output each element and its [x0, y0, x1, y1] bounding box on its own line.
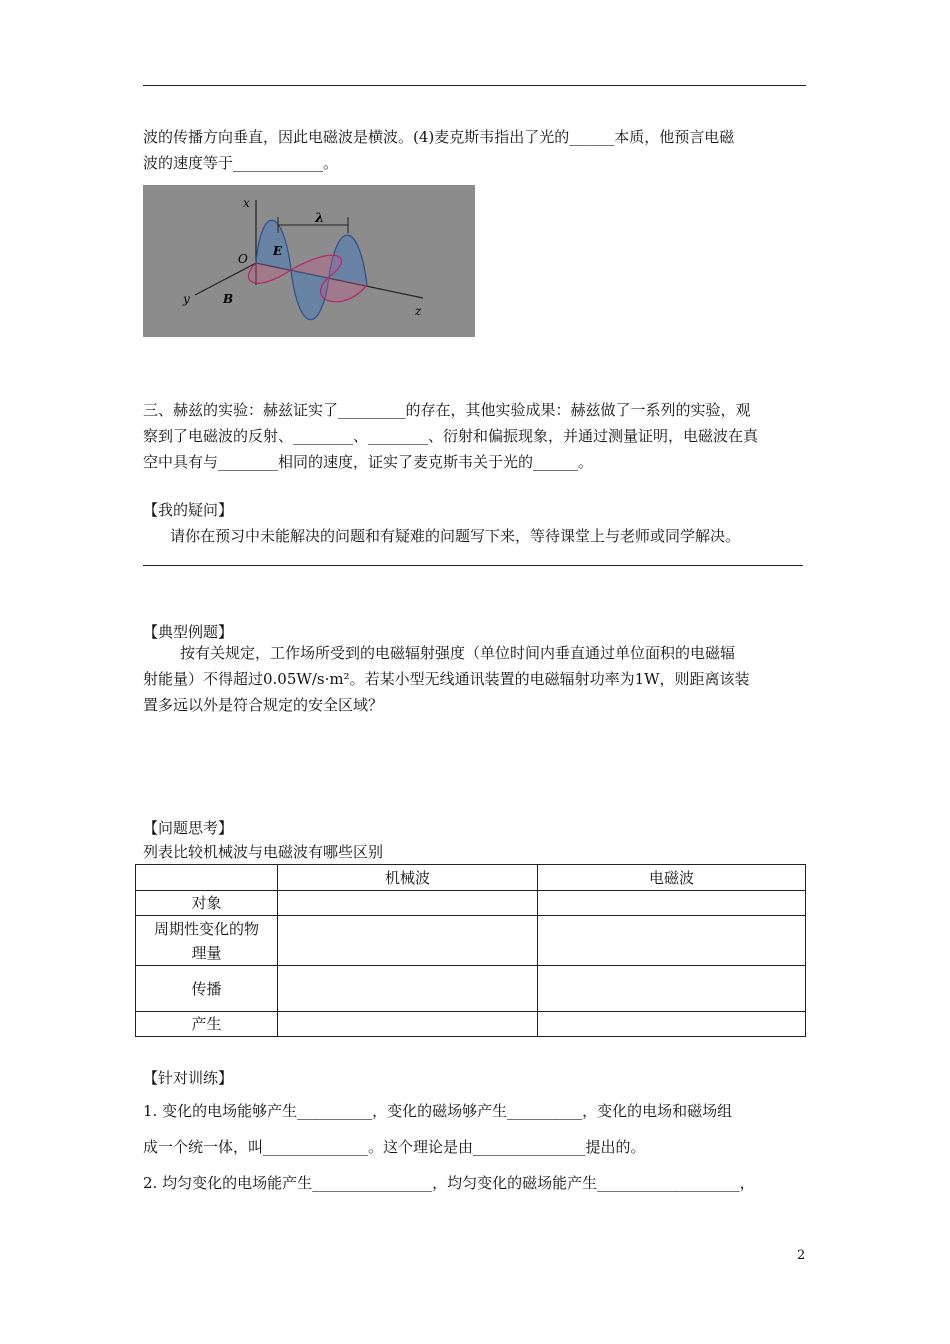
origin-label: O	[238, 252, 248, 266]
table-cell[interactable]	[278, 1012, 538, 1037]
training-heading: 【针对训练】	[143, 1069, 234, 1087]
table-cell[interactable]	[538, 916, 806, 966]
section-line-2: 波的速度等于____________。	[143, 154, 339, 172]
question-heading: 【我的疑问】	[143, 501, 234, 519]
b-label: B	[223, 292, 234, 306]
row-label-generation: 产生	[136, 1012, 278, 1037]
table-cell[interactable]	[538, 1012, 806, 1037]
page-number: 2	[797, 1248, 806, 1263]
question-text: 请你在预习中未能解决的问题和有疑难的问题写下来，等待课堂上与老师或同学解决。	[170, 527, 741, 545]
table-cell[interactable]	[278, 916, 538, 966]
training-item-1a: 1. 变化的电场能够产生__________，变化的磁场够产生__________，变化的电场和磁场组	[143, 1102, 733, 1120]
question-answer-line	[143, 565, 803, 566]
y-axis-label: y	[183, 292, 190, 306]
table-cell[interactable]	[278, 966, 538, 1012]
lambda-label: λ	[315, 211, 325, 226]
hertz-line-2: 察到了电磁波的反射、________、________、衍射和偏振现象，并通过测量证明，电磁波在真	[143, 427, 759, 445]
col-header-em: 电磁波	[538, 865, 806, 891]
table-corner	[136, 865, 278, 891]
training-item-2: 2. 均匀变化的电场能产生________________，均匀变化的磁场能产生___________________，	[143, 1174, 755, 1192]
table-cell[interactable]	[538, 966, 806, 1012]
comparison-table	[135, 864, 806, 1037]
example-heading: 【典型例题】	[143, 623, 234, 641]
e-label: E	[273, 244, 283, 258]
em-wave-diagram	[143, 185, 475, 337]
table-cell[interactable]	[538, 891, 806, 916]
training-item-1b: 成一个统一体，叫______________。这个理论是由_______________提出的。	[143, 1138, 646, 1156]
y-axis	[195, 263, 256, 295]
hertz-line-3: 空中具有与________相同的速度，证实了麦克斯韦关于光的______。	[143, 453, 594, 471]
hertz-line-1: 三、赫兹的实验：赫兹证实了_________的存在，其他实验成果：赫兹做了一系列的实验，观	[143, 401, 751, 419]
example-line-2: 射能量）不得超过0.05W/s·m²。若某小型无线通讯装置的电磁辐射功率为1W，则距离该装	[143, 670, 750, 688]
row-label-propagation: 传播	[136, 966, 278, 1012]
row-label-quantity: 周期性变化的物 理量	[136, 916, 278, 966]
think-heading: 【问题思考】	[143, 819, 234, 837]
x-axis-label: x	[243, 196, 250, 210]
example-line-3: 置多远以外是符合规定的安全区域？	[143, 696, 384, 714]
top-rule	[143, 85, 806, 86]
table-cell[interactable]	[278, 891, 538, 916]
em-wave-figure	[143, 185, 475, 337]
z-axis-label: z	[415, 304, 422, 318]
think-caption: 列表比较机械波与电磁波有哪些区别	[143, 843, 384, 861]
section-line-1: 波的传播方向垂直，因此电磁波是横波。(4)麦克斯韦指出了光的______本质，他预言电磁	[143, 128, 735, 146]
col-header-mechanical: 机械波	[278, 865, 538, 891]
example-line-1: 按有关规定，工作场所受到的电磁辐射强度（单位时间内垂直通过单位面积的电磁辐	[180, 644, 736, 662]
row-label-object: 对象	[136, 891, 278, 916]
